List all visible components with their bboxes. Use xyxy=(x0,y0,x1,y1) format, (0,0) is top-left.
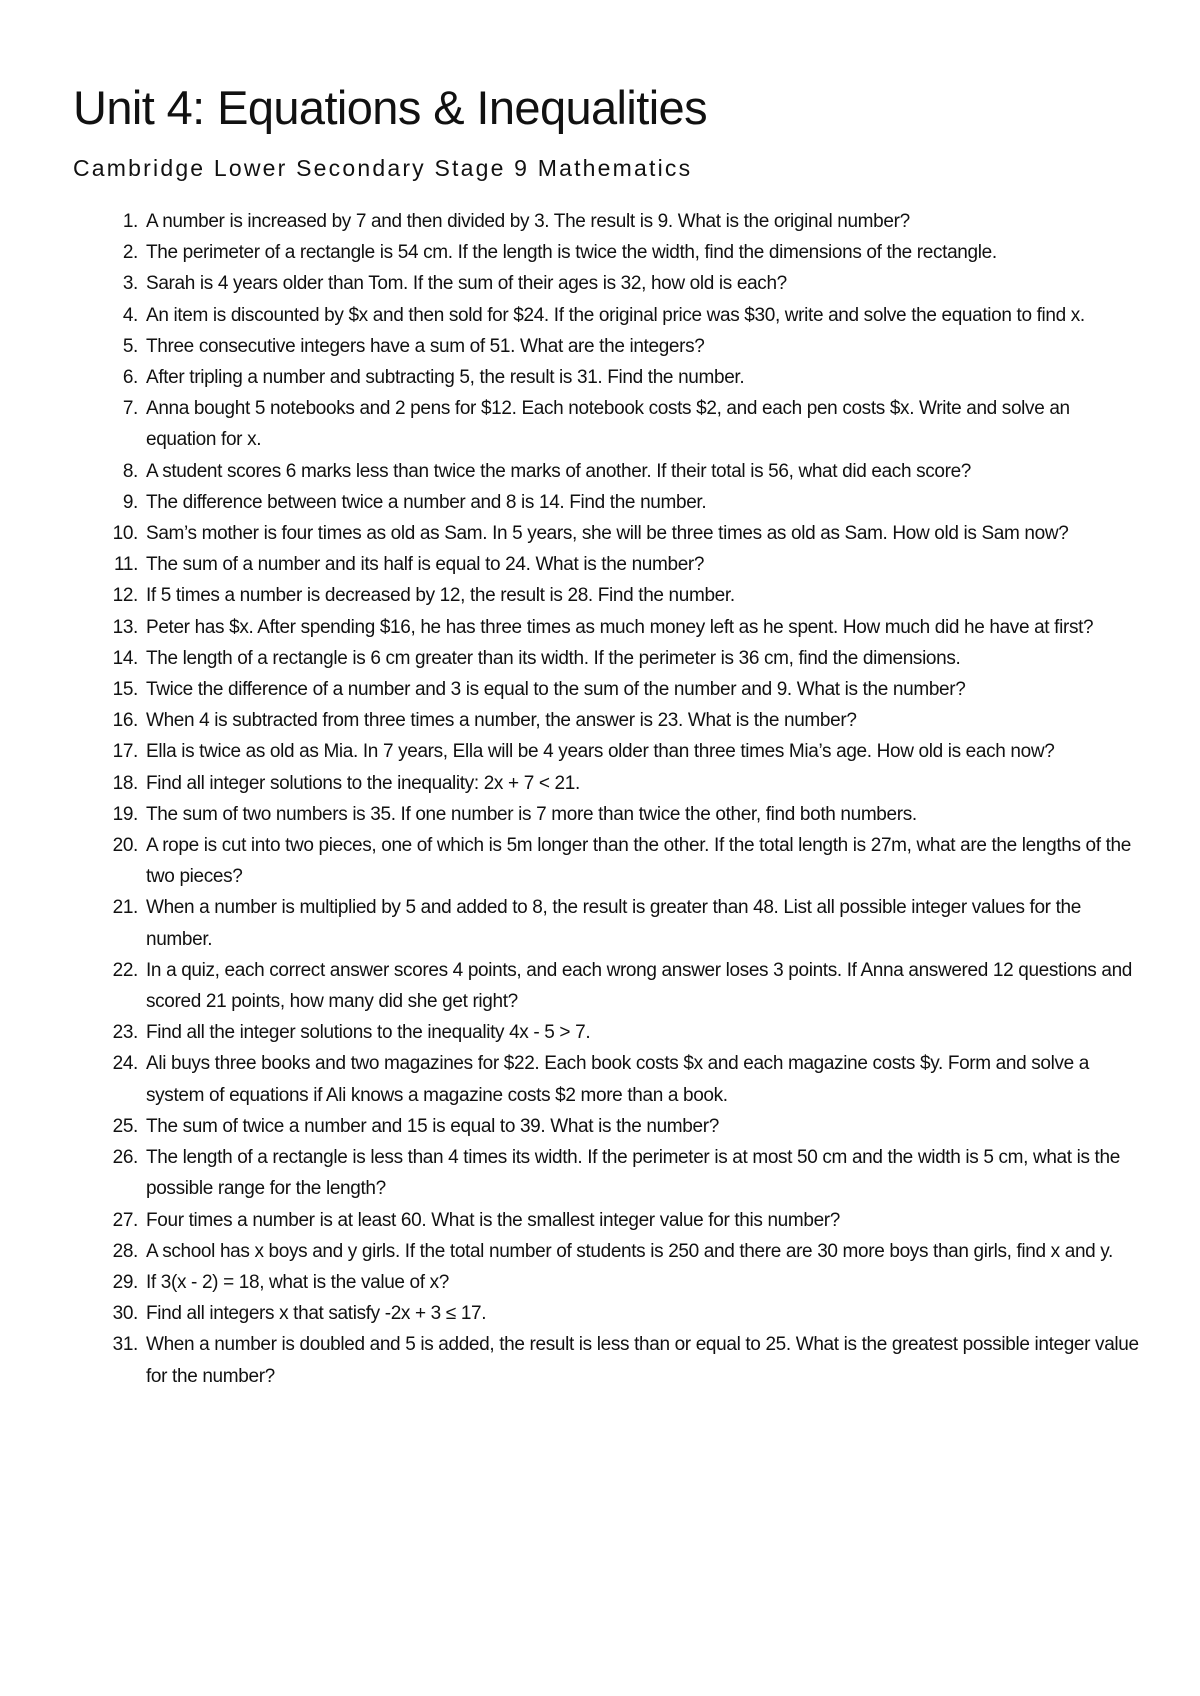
question-item xyxy=(0,612,1141,643)
question-text: Find all integer solutions to the inequality: 2x + 7 < 21. xyxy=(146,772,580,794)
question-text: When 4 is subtracted from three times a number, the answer is 23. What is the number? xyxy=(146,710,857,732)
question-number: 26. xyxy=(112,1147,138,1169)
question-text: Sarah is 4 years older than Tom. If the sum of their ages is 32, how old is each? xyxy=(146,273,787,295)
question-number: 6. xyxy=(122,367,138,389)
question-number: 24. xyxy=(112,1053,138,1075)
question-text: Find all the integer solutions to the inequality 4x - 5 > 7. xyxy=(146,1022,591,1044)
page-subtitle: Cambridge Lower Secondary Stage 9 Mathematics xyxy=(73,155,693,181)
question-text: Four times a number is at least 60. What is the smallest integer value for this number? xyxy=(146,1209,840,1231)
question-text: A student scores 6 marks less than twice the marks of another. If their total is 56, what did each score? xyxy=(146,460,972,482)
question-text: The length of a rectangle is 6 cm greater than its width. If the perimeter is 36 cm, find the dimensions. xyxy=(146,647,961,669)
question-item xyxy=(0,1017,1141,1048)
question-number: 2. xyxy=(122,242,138,264)
question-item xyxy=(0,643,1141,674)
question-text: After tripling a number and subtracting 5, the result is 31. Find the number. xyxy=(146,367,745,389)
question-item xyxy=(0,1142,1141,1204)
question-number: 18. xyxy=(112,772,138,794)
question-number: 20. xyxy=(112,835,138,857)
question-text: The difference between twice a number and 8 is 14. Find the number. xyxy=(146,491,707,513)
question-number: 1. xyxy=(122,211,138,232)
question-text: Sam’s mother is four times as old as Sam. In 5 years, she will be three times as old as Sam. How old is Sam now? xyxy=(146,523,1069,545)
question-item xyxy=(0,892,1141,954)
question-number: 7. xyxy=(122,398,138,420)
question-text: The sum of two numbers is 35. If one number is 7 more than twice the other, find both numbers. xyxy=(146,803,917,825)
question-item xyxy=(0,268,1141,299)
question-number: 8. xyxy=(122,460,138,482)
question-text: A school has x boys and y girls. If the total number of students is 250 and there are 30 more boys than girls, find x and y. xyxy=(146,1240,1113,1262)
question-text: The length of a rectangle is less than 4 times its width. If the perimeter is at most 50 cm and the width is 5 cm, what is the possible range for the length? xyxy=(146,1147,1120,1200)
question-text: The perimeter of a rectangle is 54 cm. If the length is twice the width, find the dimensions of the rectangle. xyxy=(146,242,997,264)
question-item xyxy=(0,1205,1141,1236)
question-text: The sum of a number and its half is equal to 24. What is the number? xyxy=(146,554,705,576)
question-item xyxy=(0,1298,1141,1329)
question-text: Three consecutive integers have a sum of 51. What are the integers? xyxy=(146,335,705,357)
question-number: 22. xyxy=(112,959,138,981)
question-number: 30. xyxy=(112,1303,138,1325)
question-item xyxy=(0,799,1141,830)
question-item xyxy=(0,705,1141,736)
question-item xyxy=(0,206,1141,237)
question-number: 16. xyxy=(112,710,138,732)
question-number: 21. xyxy=(112,897,138,919)
question-text: Peter has $x. After spending $16, he has three times as much money left as he spent. How much did he have at first? xyxy=(146,616,1094,638)
question-text: Anna bought 5 notebooks and 2 pens for $12. Each notebook costs $2, and each pen costs $x. Write and solve an equation for x. xyxy=(146,398,1070,451)
question-text: The sum of twice a number and 15 is equal to 39. What is the number? xyxy=(146,1115,719,1137)
question-number: 28. xyxy=(112,1240,138,1262)
question-number: 14. xyxy=(112,647,138,669)
question-number: 19. xyxy=(112,803,138,825)
question-item xyxy=(0,518,1141,549)
question-item xyxy=(0,1236,1141,1267)
question-number: 5. xyxy=(122,335,138,357)
question-item xyxy=(0,830,1141,892)
question-number: 10. xyxy=(112,523,138,545)
question-number: 17. xyxy=(112,741,138,763)
question-item xyxy=(0,955,1141,1017)
question-number: 15. xyxy=(112,679,138,701)
question-text: An item is discounted by $x and then sold for $24. If the original price was $30, write and solve the equation to find x. xyxy=(146,304,1085,326)
question-number: 4. xyxy=(122,304,138,326)
question-number: 31. xyxy=(112,1334,138,1356)
page-title: Unit 4: Equations & Inequalities xyxy=(73,81,707,134)
question-item xyxy=(0,1111,1141,1142)
question-text: When a number is multiplied by 5 and added to 8, the result is greater than 48. List all possible integer values for the number. xyxy=(146,897,1081,950)
question-item xyxy=(0,1329,1141,1391)
question-item xyxy=(0,580,1141,611)
question-number: 13. xyxy=(112,616,138,638)
question-item xyxy=(0,768,1141,799)
question-text: When a number is doubled and 5 is added, the result is less than or equal to 25. What is the greatest possible integer value for the number? xyxy=(146,1334,1139,1387)
question-item xyxy=(0,736,1141,767)
question-item xyxy=(0,1048,1141,1110)
question-text: Ali buys three books and two magazines for $22. Each book costs $x and each magazine costs $y. Form and solve a system of equations if Ali knows a magazine costs $2 more than a book. xyxy=(146,1053,1090,1106)
question-item xyxy=(0,456,1141,487)
question-number: 3. xyxy=(122,273,138,295)
question-number: 27. xyxy=(112,1209,138,1231)
question-item xyxy=(0,331,1141,362)
question-text: In a quiz, each correct answer scores 4 points, and each wrong answer loses 3 points. If Anna answered 12 questions and scored 21 points, how many did she get right? xyxy=(146,959,1133,1013)
question-text: A number is increased by 7 and then divided by 3. The result is 9. What is the original number? xyxy=(146,211,910,232)
question-text: If 5 times a number is decreased by 12, the result is 28. Find the number. xyxy=(146,585,735,607)
question-number: 29. xyxy=(112,1271,138,1293)
question-item xyxy=(0,487,1141,518)
question-item xyxy=(0,362,1141,393)
question-number: 23. xyxy=(112,1022,138,1044)
question-item xyxy=(0,393,1141,455)
question-item xyxy=(0,1267,1141,1298)
question-item xyxy=(0,237,1141,268)
question-item xyxy=(0,300,1141,331)
question-text: Find all integers x that satisfy -2x + 3 ≤ 17. xyxy=(146,1303,487,1325)
question-list xyxy=(0,206,1200,1392)
question-number: 25. xyxy=(112,1115,138,1137)
question-item xyxy=(0,674,1141,705)
question-number: 11. xyxy=(114,554,138,576)
question-number: 9. xyxy=(122,491,138,513)
question-item xyxy=(0,549,1141,580)
question-number: 12. xyxy=(112,585,138,607)
question-text: A rope is cut into two pieces, one of which is 5m longer than the other. If the total length is 27m, what are the lengths of the two pieces? xyxy=(146,835,1131,888)
question-text: If 3(x - 2) = 18, what is the value of x? xyxy=(146,1271,450,1293)
question-text: Ella is twice as old as Mia. In 7 years, Ella will be 4 years older than three times Mia’s age. How old is each now? xyxy=(146,741,1055,763)
question-text: Twice the difference of a number and 3 is equal to the sum of the number and 9. What is the number? xyxy=(146,679,966,701)
